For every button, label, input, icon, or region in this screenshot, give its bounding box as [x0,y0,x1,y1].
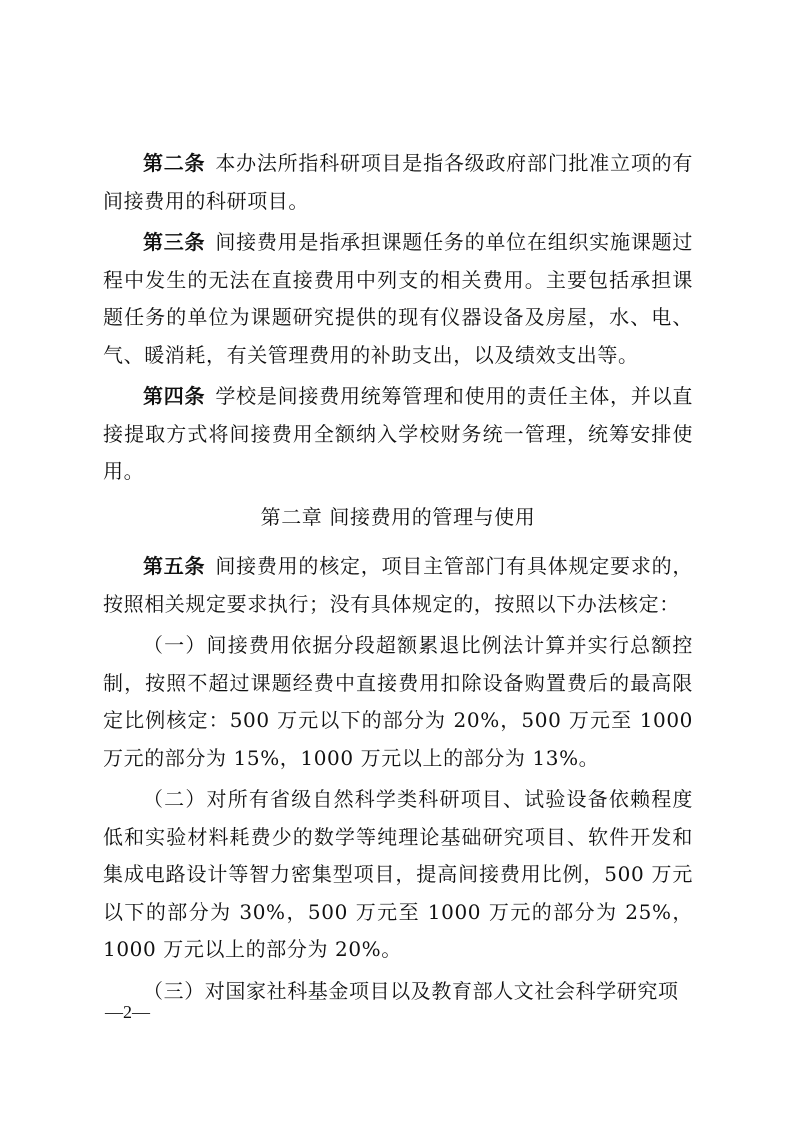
article-label: 第五条 [143,554,206,578]
article-4 [103,378,693,491]
article-text: 学校是间接费用统筹管理和使用的责任主体，并以直接提取方式将间接费用全额纳入学校财务统一管理，统筹安排使用。 [103,384,693,483]
article-text: 间接费用是指承担课题任务的单位在组织实施课题过程中发生的无法在直接费用中列支的相关费用。主要包括承担课题任务的单位为课题研究提供的现有仪器设备及房屋，水、电、气、暖消耗，有关管理费用的补助支出，以及绩效支出等。 [103,230,693,367]
article-label: 第二条 [143,151,206,175]
article-3 [103,224,693,374]
list-item: （一）间接费用依据分段超额累退比例法计算并实行总额控制，按照不超过课题经费中直接费用扣除设备购置费后的最高限定比例核定：500 万元以下的部分为 20%，500 万元至 1000 万元的部分为 15%，1000 万元以上的部分为 13%。 [103,633,693,770]
article-label: 第三条 [143,230,206,254]
article-text: 间接费用的核定，项目主管部门有具体规定要求的，按照相关规定要求执行；没有具体规定的，按照以下办法核定： [103,554,693,616]
document-body [103,145,693,1014]
article-label: 第四条 [143,384,206,408]
article-text: 本办法所指科研项目是指各级政府部门批准立项的有间接费用的科研项目。 [103,151,693,213]
article-2 [103,145,693,220]
chapter-heading: 第二章 间接费用的管理与使用 [260,504,536,529]
page-number: —2— [105,1002,150,1022]
list-item: （三）对国家社科基金项目以及教育部人文社会科学研究项 [143,978,679,1003]
article-5 [103,548,693,623]
list-item: （二）对所有省级自然科学类科研项目、试验设备依赖程度低和实验材料耗费少的数学等纯理论基础研究项目、软件开发和集成电路设计等智力密集型项目，提高间接费用比例，500 万元以下的部分为 30%，500 万元至 1000 万元的部分为 25%，1000 万元以上的部分为 20%。 [103,787,693,961]
